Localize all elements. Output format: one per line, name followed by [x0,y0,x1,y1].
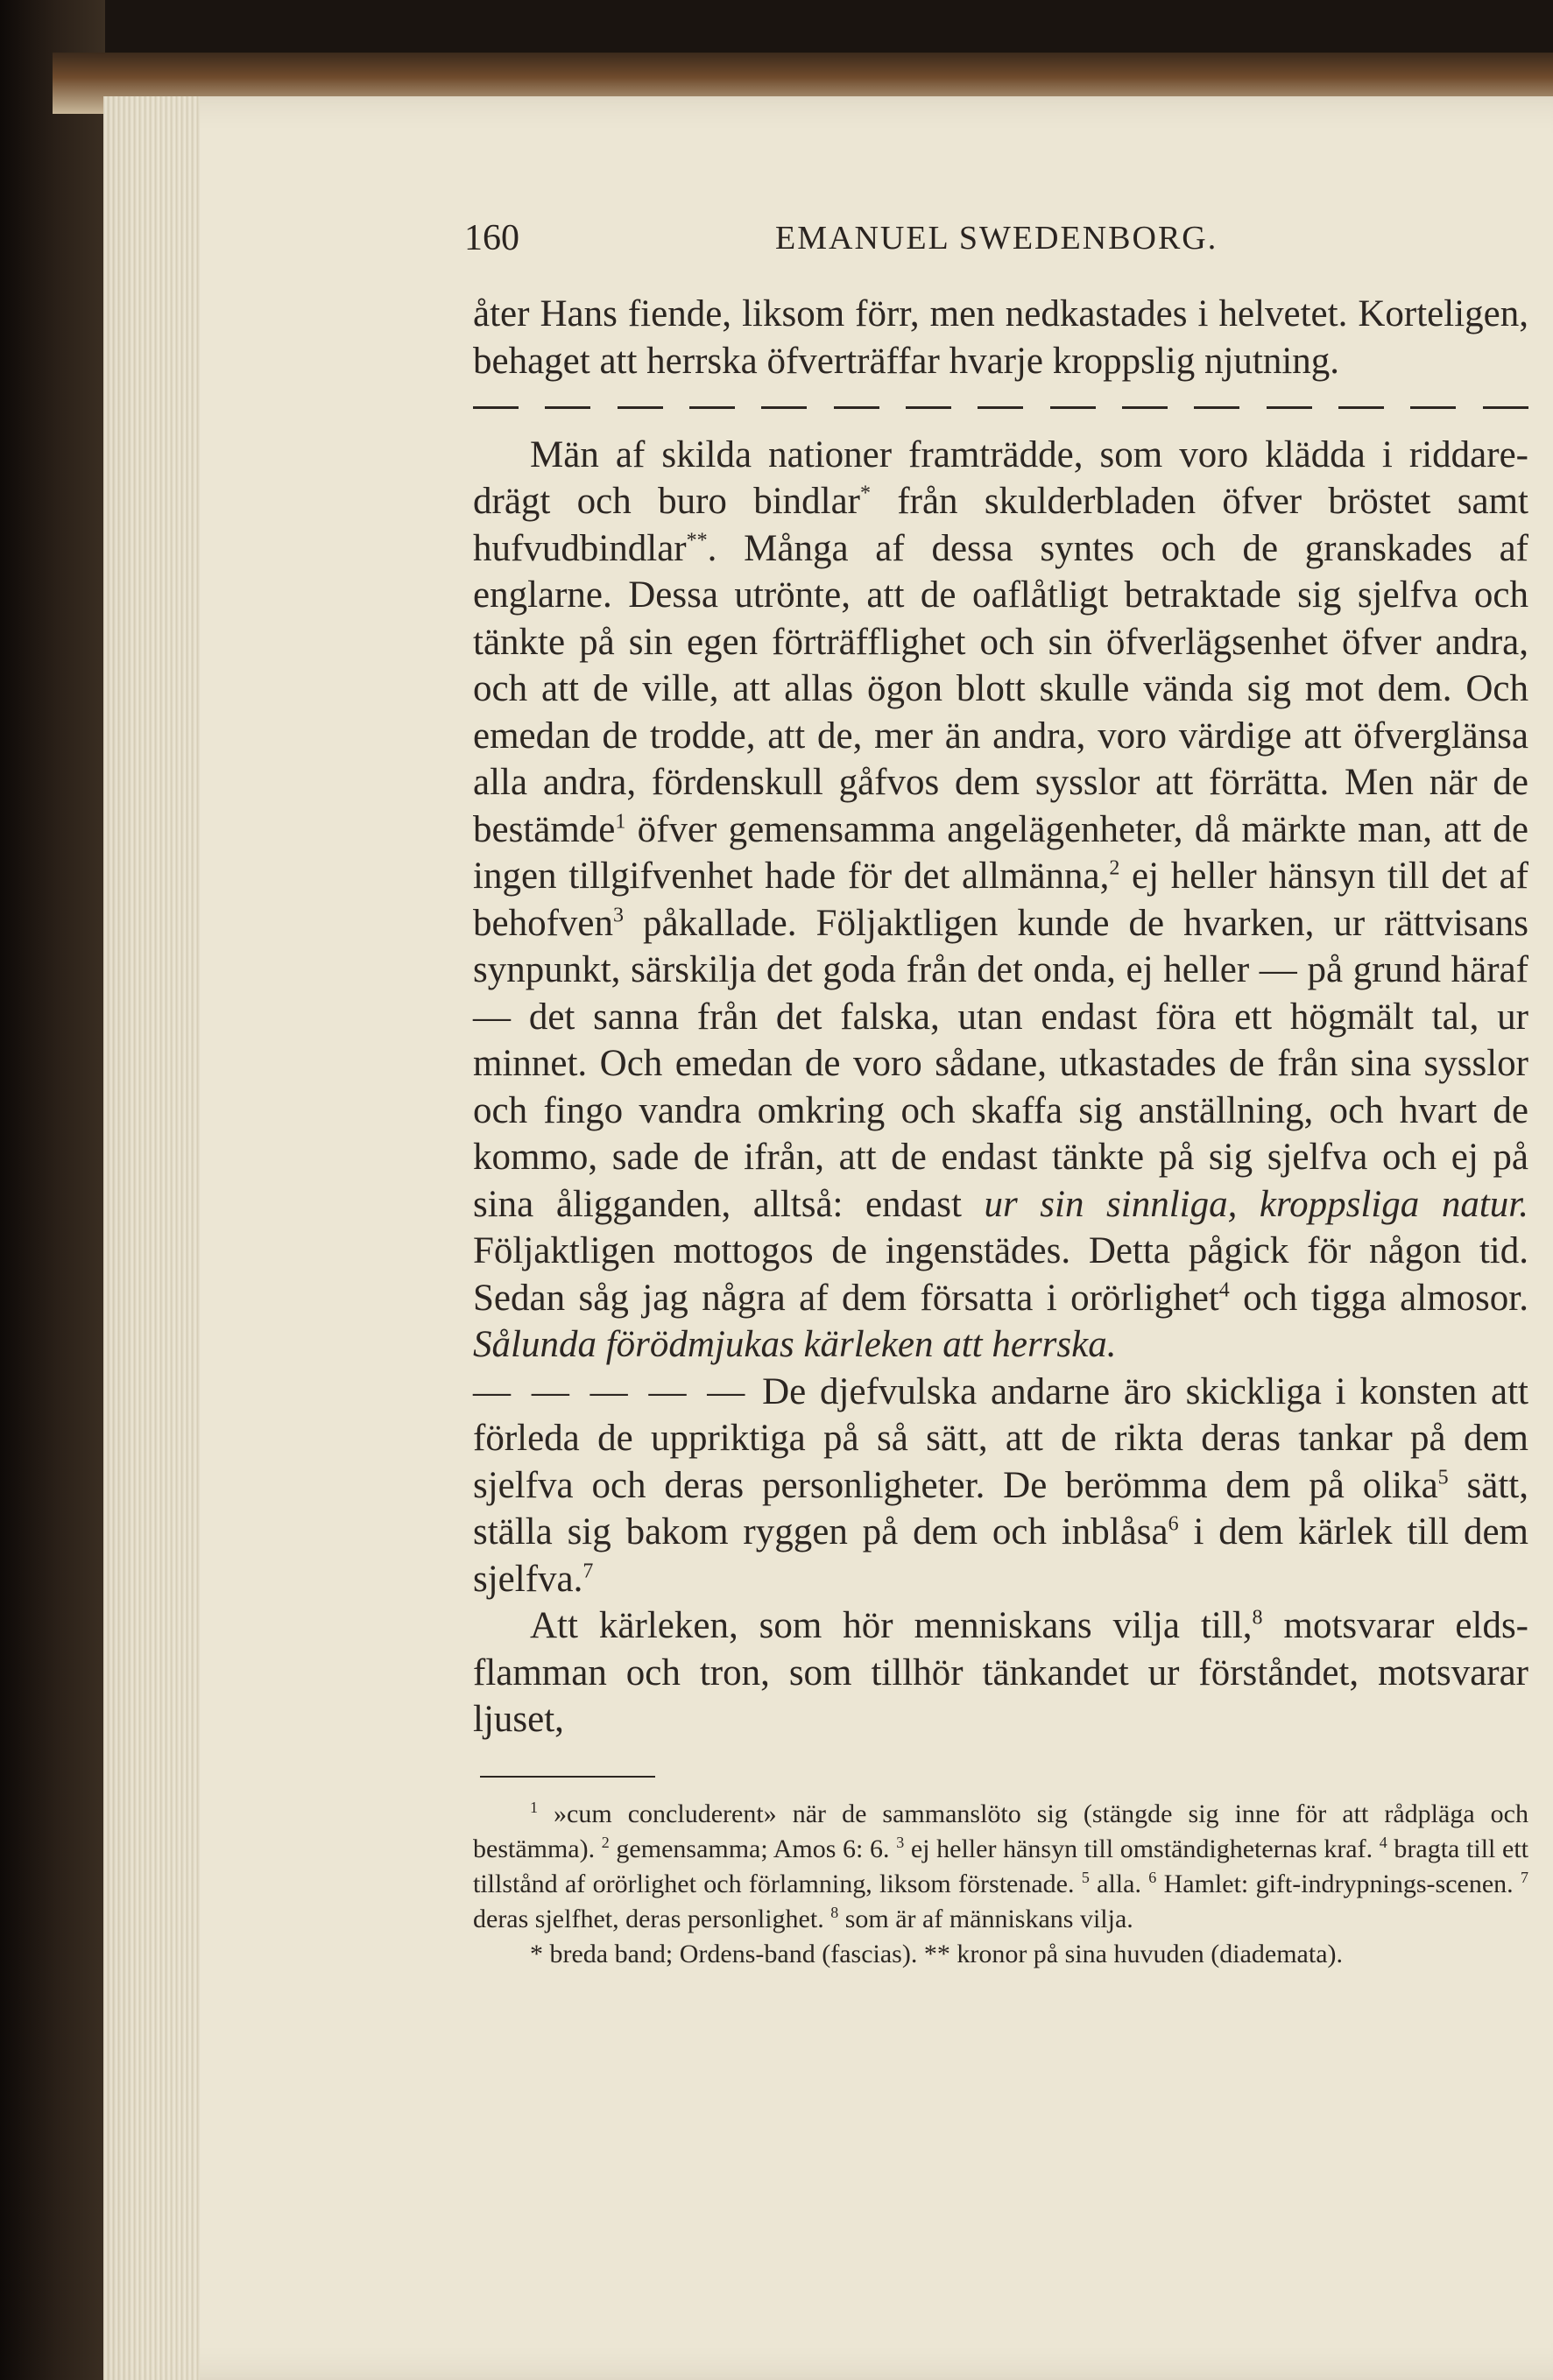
paragraph-3: Att kärleken, som hör menniskans vilja till,$^8$ motsvarar elds-flamman och tron, som tillhör tänkandet ur förståndet, motsvarar ljuset, [473,1605,1528,1740]
book-spine [0,0,105,2380]
dash-separator [473,384,1528,432]
page-edges [103,96,200,2380]
running-title: EMANUEL SWEDENBORG. [775,220,1218,257]
main-text [473,291,1528,1743]
paragraph-2: Män af skilda nationer framträdde, som voro klädda i riddare-drägt och buro bindlar* från skulderbladen öfver bröstet samt hufvudbindlar**. Många af dessa syntes och de granskades af englarne. Dessa utrönte, att de oaflåtligt betraktade sig sjelfva och tänkte på sin egen förträfflighet och sin öfverlägsenhet öfver andra, och att de ville, att allas ögon blott skulle vända sig mot dem. Och emedan de trodde, att de, mer än andra, voro värdige att öfverglänsa alla andra, fördenskull gåfvos dem sysslor att förrätta. Men när de bestämde$^1$ öfver gemensamma angelägenheter, då märkte man, att de ingen tillgifvenhet hade för det allmänna,$^2$ ej heller hänsyn till det af behofven$^3$ påkallade. Följaktligen kunde de hvarken, ur rättvisans synpunkt, särskilja det goda från det onda, ej heller — på grund häraf — det sanna från det falska, utan endast föra ett högmält tal, ur minnet. Och emedan de voro sådane, utkastades de från sina sysslor och fingo vandra omkring och skaffa sig anställning, och hvart de kommo, sade de ifrån, att de endast tänkte på sig sjelfva och ej på sina åligganden, alltså: endast ur sin sinnliga, kroppsliga natur. Följaktligen mottogos de ingenstädes. Detta pågick för någon tid. Sedan såg jag några af dem försatta i orörlighet$^4$ och tigga almosor. Sålunda förödmjukas kärleken att herrska. — — — — — De djefvulska andarne äro skickliga i konsten att förleda de uppriktiga på så sätt, att de rikta deras tankar på dem sjelfva och deras personligheter. De berömma dem på olika$^5$ sätt, ställa sig bakom ryggen på dem och inblåsa$^6$ i dem kärlek till dem sjelfva.$^7$ [473,433,1528,1600]
page-header [464,217,1524,261]
footnote-asterisks: * breda band; Ordens-band (fascias). ** kronor på sina huvuden (diademata). [530,1940,1344,1968]
footnote-rule [480,1776,655,1778]
footnotes [473,1797,1528,1972]
footnote-block: $^1$ »cum concluderent» när de sammanslöto sig (stängde sig inne för att rådpläga och bestämma). $^2$ gemensamma; Amos 6: 6. $^3$ ej heller hänsyn till omständigheternas kraf. $^4$ bragta till ett tillstånd af orörlighet och förlamning, liksom förstenade. $^5$ alla. $^6$ Hamlet: gift-indrypnings-scenen. $^7$ deras sjelfhet, deras personlighet. $^8$ som är af människans vilja. [473,1799,1529,1933]
paragraph-1: åter Hans fiende, liksom förr, men nedkastades i helvetet. Korteligen, behaget att herrska öfverträffar hvarje kroppslig njutning. [473,293,1528,382]
page-number: 160 [464,218,519,258]
